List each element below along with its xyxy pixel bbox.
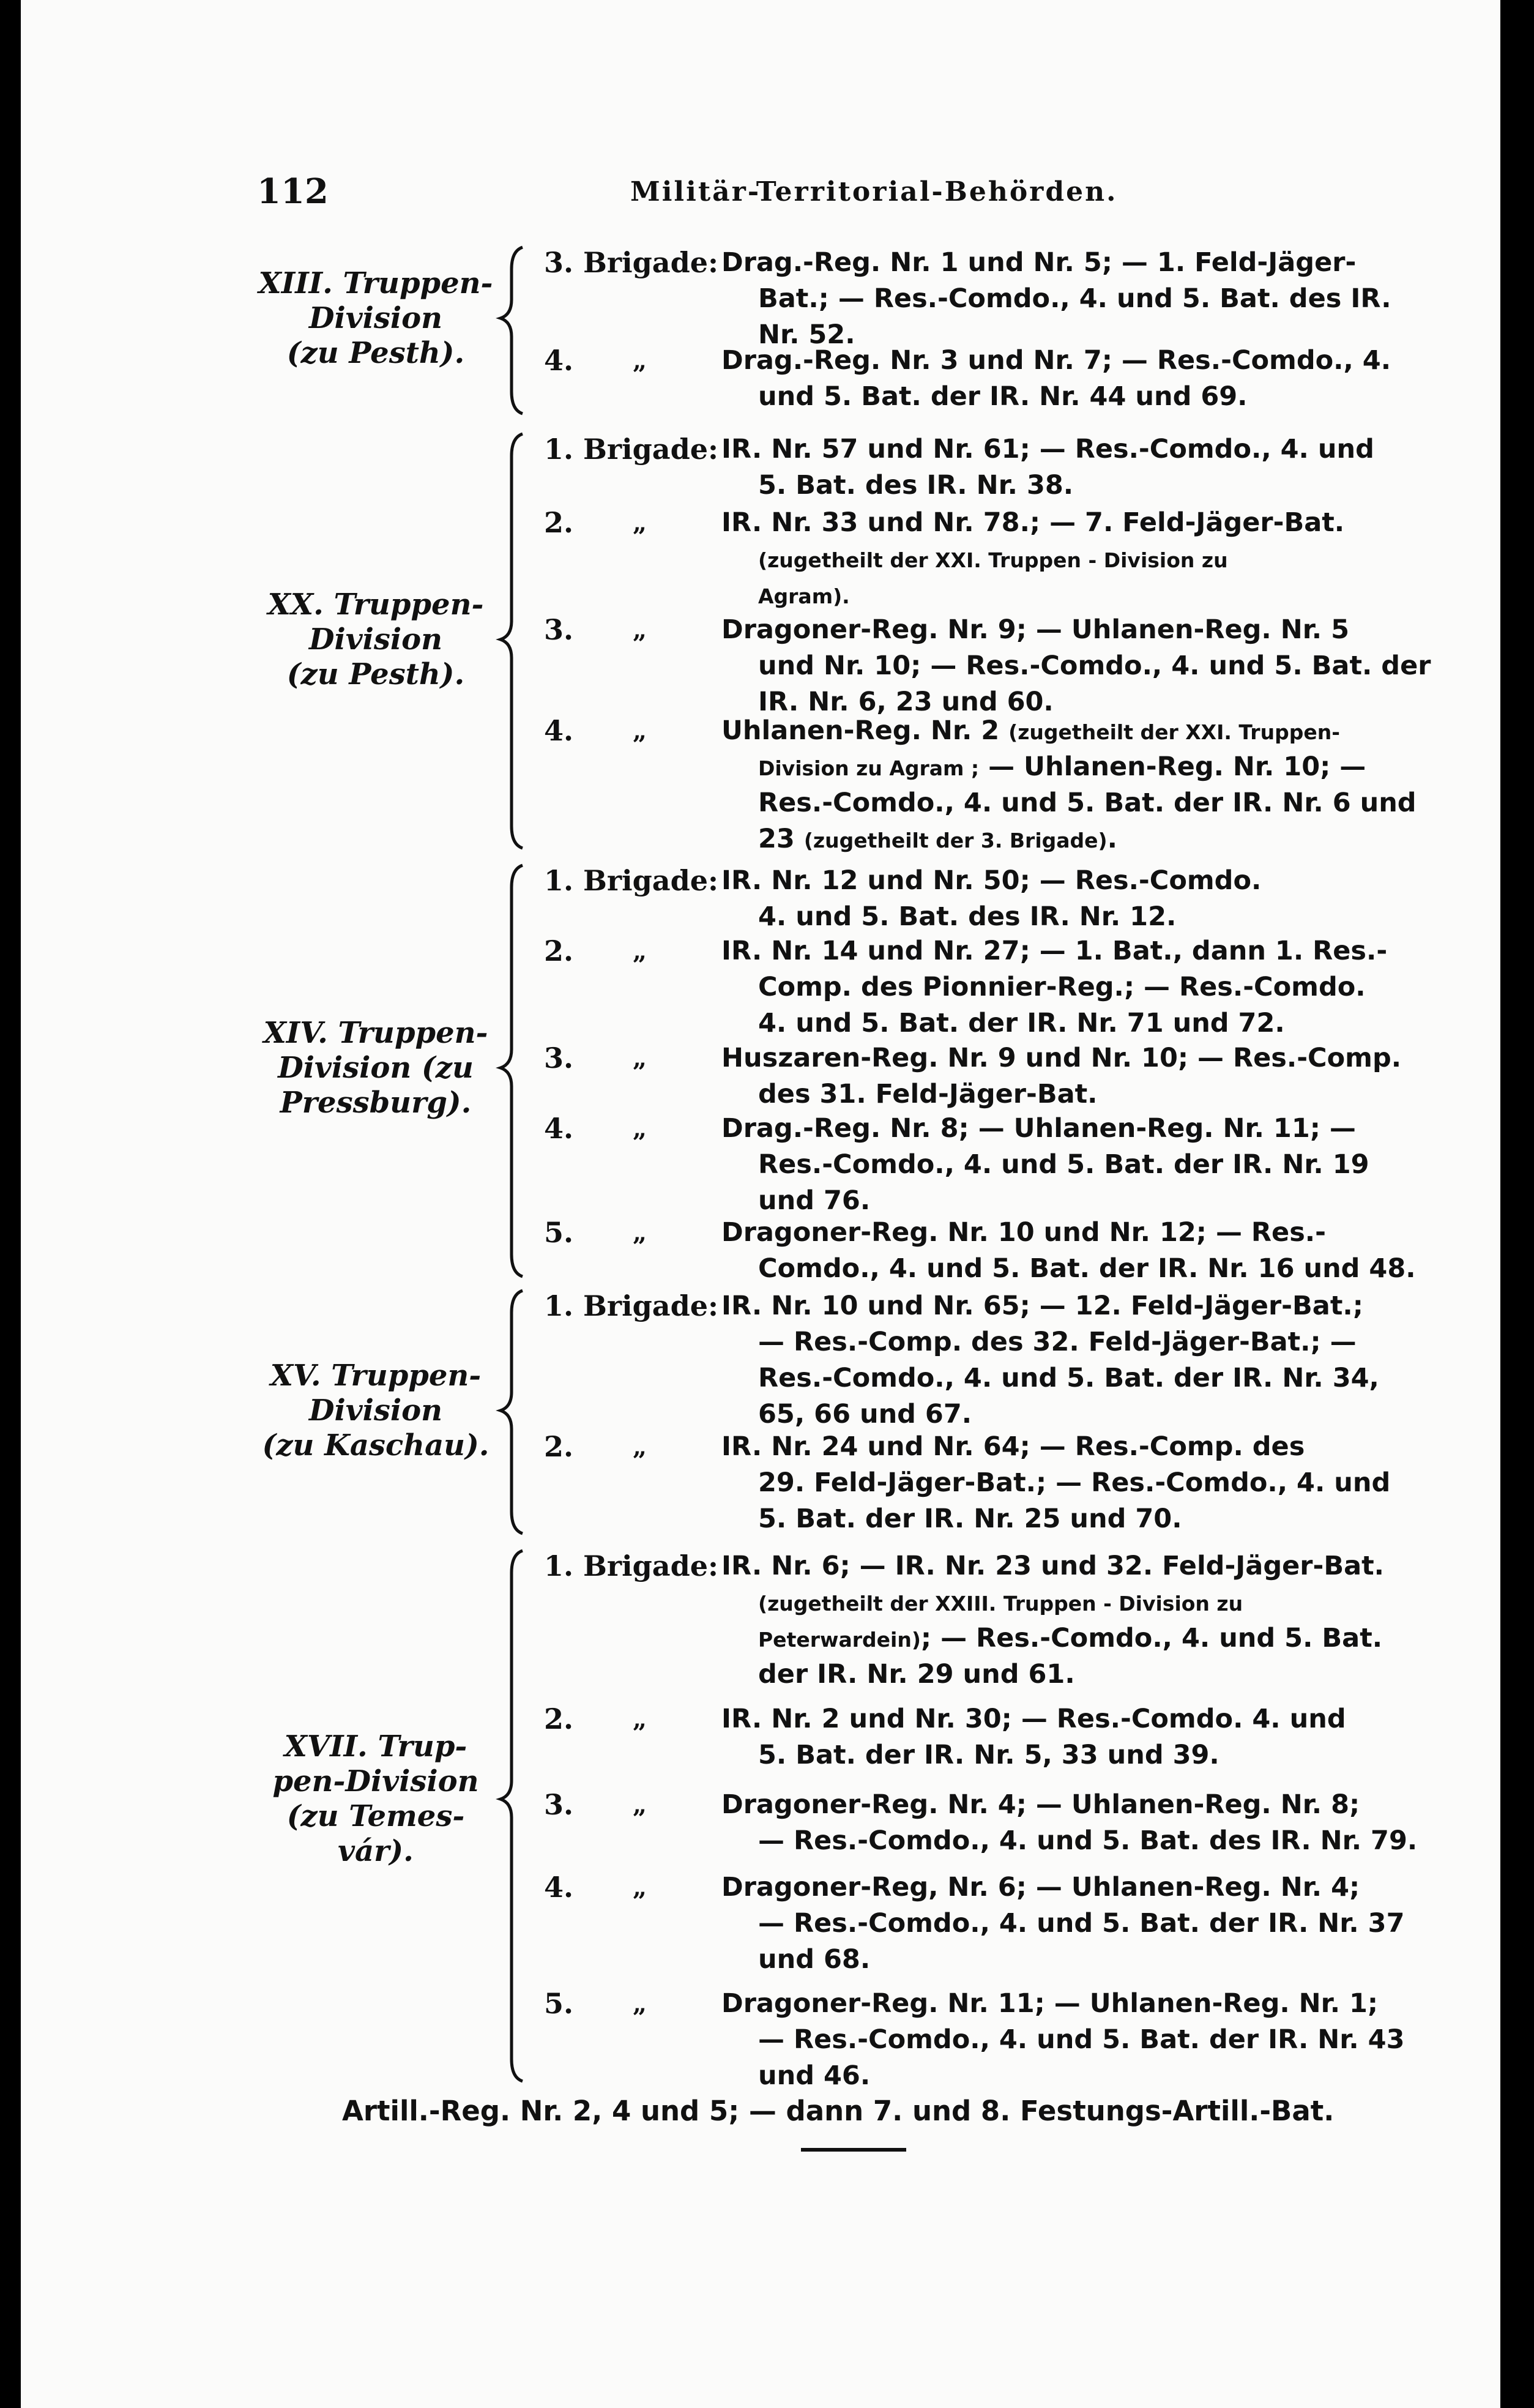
brigade-units-line: 5. Bat. der IR. Nr. 25 und 70.: [758, 1504, 1182, 1534]
division-label: [253, 587, 498, 692]
brigade-units-line: und 76.: [758, 1185, 871, 1216]
brigade-units-line: IR. Nr. 6; — IR. Nr. 23 und 32. Feld-Jäger-Bat.: [721, 1551, 1384, 1581]
brigade-units-line: — Res.-Comdo., 4. und 5. Bat. der IR. Nr. 43: [758, 2024, 1405, 2055]
page: [21, 0, 1500, 2408]
ditto-mark: „: [633, 717, 647, 745]
division-label-line: Division: [308, 1393, 443, 1428]
brigade-units-line: 29. Feld-Jäger-Bat.; — Res.-Comdo., 4. und: [758, 1467, 1391, 1498]
ditto-mark: „: [633, 1044, 647, 1073]
brigade-number: 2.: [544, 506, 574, 539]
brigade-units-line: Res.-Comdo., 4. und 5. Bat. der IR. Nr. 19: [758, 1149, 1369, 1180]
brigade-number: 5.: [544, 1216, 574, 1249]
brigade-units-line: IR. Nr. 2 und Nr. 30; — Res.-Comdo. 4. und: [721, 1704, 1346, 1734]
brigade-number: 2.: [544, 1702, 574, 1735]
division-label-line: (zu Kaschau).: [262, 1428, 490, 1463]
brigade-number: 5.: [544, 1987, 574, 2020]
brigade-units-line: Dragoner-Reg. Nr. 10 und Nr. 12; — Res.-: [721, 1217, 1326, 1248]
ditto-mark: „: [633, 1218, 647, 1247]
brigade-units-line: (zugetheilt der XXIII. Truppen - Division zu: [758, 1592, 1243, 1616]
brigade-units-line: der IR. Nr. 29 und 61.: [758, 1659, 1075, 1690]
division-label-line: XV. Truppen-: [270, 1358, 482, 1393]
division-label-line: Division: [308, 300, 443, 335]
ditto-mark: „: [633, 346, 647, 375]
ditto-mark: „: [633, 1433, 647, 1461]
brigade-number: 1. Brigade:: [544, 864, 719, 897]
division-label-line: XIII. Truppen-: [258, 266, 493, 300]
brigade-number: 4.: [544, 1112, 574, 1145]
brigade-units-line: Dragoner-Reg. Nr. 4; — Uhlanen-Reg. Nr. 8;: [721, 1789, 1360, 1820]
brigade-units-line: Agram).: [758, 584, 850, 608]
brace-path: [501, 1291, 523, 1534]
division-label: [253, 1729, 498, 1869]
curly-brace: [498, 1288, 535, 1536]
brigade-units-line: 23 (zugetheilt der 3. Brigade).: [758, 824, 1117, 854]
brigade-units-line: Uhlanen-Reg. Nr. 2 (zugetheilt der XXI. Truppen-: [721, 715, 1340, 746]
brigade-number: 1. Brigade:: [544, 1549, 719, 1582]
brigade-number: 4.: [544, 344, 574, 377]
ditto-mark: „: [633, 937, 647, 966]
running-title: Militär-Territorial-Behörden.: [630, 176, 1118, 207]
brigade-units-line: IR. Nr. 14 und Nr. 27; — 1. Bat., dann 1. Res.-: [721, 936, 1388, 966]
brace-path: [501, 865, 523, 1277]
brigade-units-line: Drag.-Reg. Nr. 1 und Nr. 5; — 1. Feld-Jäger-: [721, 247, 1357, 278]
brigade-units-line: 5. Bat. des IR. Nr. 38.: [758, 470, 1074, 501]
brigade-number: 2.: [544, 934, 574, 967]
brigade-units-line: IR. Nr. 6, 23 und 60.: [758, 687, 1054, 717]
brigade-units-line: IR. Nr. 10 und Nr. 65; — 12. Feld-Jäger-Bat.;: [721, 1291, 1363, 1321]
division-label-line: XVII. Trup-: [284, 1729, 467, 1764]
division-label: [253, 266, 498, 371]
division-label: [253, 1359, 498, 1463]
division-label-line: Division (zu: [278, 1050, 474, 1085]
brigade-units-line: Division zu Agram ; — Uhlanen-Reg. Nr. 10; —: [758, 751, 1366, 782]
curly-brace: [498, 431, 535, 851]
division-label-line: (zu Temes-: [286, 1799, 465, 1833]
brigade-units-line: IR. Nr. 12 und Nr. 50; — Res.-Comdo.: [721, 865, 1262, 896]
brigade-number: 3. Brigade:: [544, 246, 719, 279]
division-label-line: XIV. Truppen-: [263, 1015, 488, 1050]
brigade-units-line: und Nr. 10; — Res.-Comdo., 4. und 5. Bat. der: [758, 650, 1431, 681]
brigade-units-line: und 68.: [758, 1944, 871, 1975]
ditto-mark: „: [633, 1114, 647, 1143]
division-label-line: Division: [308, 622, 443, 657]
ditto-mark: „: [633, 1873, 647, 1902]
page-number: 112: [257, 171, 329, 212]
artillery-line: Artill.-Reg. Nr. 2, 4 und 5; — dann 7. und 8. Festungs-Artill.-Bat.: [342, 2095, 1335, 2127]
brigade-units-line: IR. Nr. 24 und Nr. 64; — Res.-Comp. des: [721, 1431, 1305, 1462]
brigade-units-line: Comp. des Pionnier-Reg.; — Res.-Comdo.: [758, 972, 1366, 1002]
division-label-line: Pressburg).: [280, 1085, 472, 1120]
brigade-units-line: Peterwardein); — Res.-Comdo., 4. und 5. Bat.: [758, 1623, 1383, 1653]
curly-brace: [498, 245, 535, 416]
brigade-number: 3.: [544, 613, 574, 646]
brigade-number: 1. Brigade:: [544, 1289, 719, 1322]
ditto-mark: „: [633, 509, 647, 537]
brigade-units-line: Drag.-Reg. Nr. 8; — Uhlanen-Reg. Nr. 11; —: [721, 1113, 1356, 1144]
brigade-units-line: 4. und 5. Bat. der IR. Nr. 71 und 72.: [758, 1008, 1285, 1038]
brigade-units-line: Nr. 52.: [758, 319, 855, 350]
brigade-number: 1. Brigade:: [544, 433, 719, 466]
division-label-line: XX. Truppen-: [267, 587, 484, 622]
brigade-number: 4.: [544, 714, 574, 747]
brigade-units-line: (zugetheilt der XXI. Truppen - Division zu: [758, 548, 1228, 572]
brigade-units-line: — Res.-Comp. des 32. Feld-Jäger-Bat.; —: [758, 1327, 1357, 1357]
brigade-units-line: Dragoner-Reg, Nr. 6; — Uhlanen-Reg. Nr. 4;: [721, 1872, 1360, 1903]
ditto-mark: „: [633, 1791, 647, 1819]
ditto-mark: „: [633, 1705, 647, 1734]
division-label-line: vár).: [338, 1834, 414, 1868]
brigade-units-line: Res.-Comdo., 4. und 5. Bat. der IR. Nr. 6 und: [758, 788, 1417, 818]
ditto-mark: „: [633, 1989, 647, 2018]
curly-brace: [498, 1548, 535, 2084]
brigade-units-line: 65, 66 und 67.: [758, 1399, 972, 1430]
brigade-number: 2.: [544, 1430, 574, 1463]
brigade-units-line: Dragoner-Reg. Nr. 9; — Uhlanen-Reg. Nr. 5: [721, 614, 1350, 645]
curly-brace: [498, 863, 535, 1279]
brigade-units-line: Res.-Comdo., 4. und 5. Bat. der IR. Nr. 34,: [758, 1363, 1379, 1393]
division-label-line: (zu Pesth).: [286, 657, 465, 691]
brigade-number: 4.: [544, 1871, 574, 1904]
division-label-line: (zu Pesth).: [286, 335, 465, 370]
brace-path: [501, 247, 523, 414]
ditto-mark: „: [633, 616, 647, 644]
scan-border: [1500, 0, 1534, 2408]
brace-path: [501, 434, 523, 848]
brigade-units-line: Huszaren-Reg. Nr. 9 und Nr. 10; — Res.-Comp.: [721, 1043, 1402, 1073]
end-rule: [801, 2148, 906, 2152]
brigade-units-line: Drag.-Reg. Nr. 3 und Nr. 7; — Res.-Comdo., 4.: [721, 345, 1391, 376]
page-header: [21, 171, 1500, 220]
brigade-units-line: Bat.; — Res.-Comdo., 4. und 5. Bat. des IR.: [758, 283, 1391, 314]
brigade-units-line: IR. Nr. 57 und Nr. 61; — Res.-Comdo., 4. und: [721, 434, 1374, 464]
brigade-units-line: IR. Nr. 33 und Nr. 78.; — 7. Feld-Jäger-Bat.: [721, 507, 1345, 538]
brigade-units-line: 4. und 5. Bat. des IR. Nr. 12.: [758, 901, 1177, 932]
brigade-units-line: Comdo., 4. und 5. Bat. der IR. Nr. 16 und 48.: [758, 1253, 1416, 1284]
brigade-number: 3.: [544, 1042, 574, 1075]
brigade-units-line: — Res.-Comdo., 4. und 5. Bat. der IR. Nr. 37: [758, 1908, 1405, 1939]
brace-path: [501, 1551, 523, 2081]
division-label-line: pen-Division: [272, 1764, 479, 1799]
brigade-units-line: und 46.: [758, 2060, 871, 2091]
brigade-number: 3.: [544, 1788, 574, 1821]
division-label: [253, 1016, 498, 1120]
brigade-units-line: des 31. Feld-Jäger-Bat.: [758, 1079, 1098, 1109]
brigade-units-line: — Res.-Comdo., 4. und 5. Bat. des IR. Nr. 79.: [758, 1825, 1418, 1856]
brigade-units-line: 5. Bat. der IR. Nr. 5, 33 und 39.: [758, 1740, 1219, 1770]
brigade-units-line: Dragoner-Reg. Nr. 11; — Uhlanen-Reg. Nr. 1;: [721, 1988, 1379, 2019]
brigade-units-line: und 5. Bat. der IR. Nr. 44 und 69.: [758, 381, 1248, 412]
